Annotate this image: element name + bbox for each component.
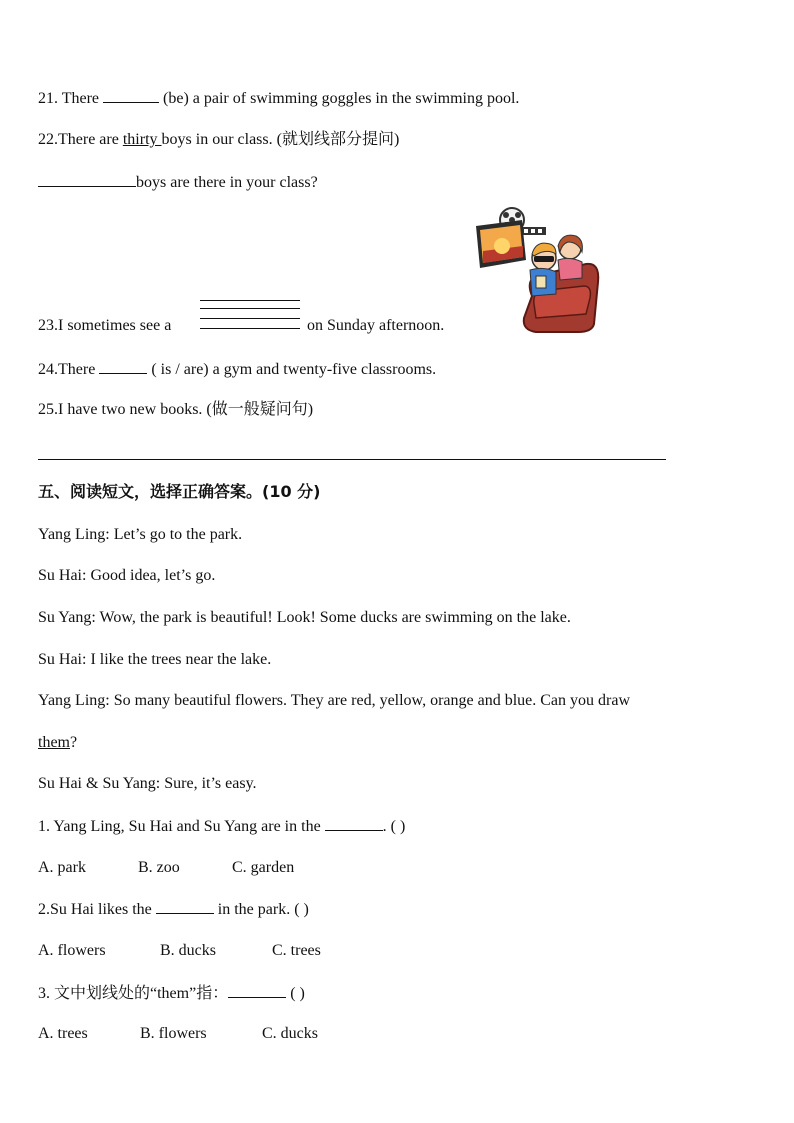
dialogue-line: Yang Ling: So many beautiful flowers. They are red, yellow, orange and blue. Can you draw <box>38 692 631 709</box>
question-number: 24 <box>38 361 54 378</box>
answer-blank[interactable] <box>99 359 147 374</box>
question-number: 21 <box>38 90 54 107</box>
question-25 <box>38 400 313 420</box>
reading-options-3 <box>38 1024 318 1044</box>
answer-blank[interactable] <box>103 88 159 103</box>
option-b[interactable]: B. zoo <box>138 859 180 876</box>
answer-blank[interactable] <box>228 983 286 998</box>
option-a[interactable]: A. park <box>38 859 86 876</box>
question-number: 25 <box>38 401 54 418</box>
answer-blank[interactable] <box>156 899 214 914</box>
reading-question-2 <box>38 899 309 920</box>
dialogue-line: Yang Ling: Let’s go to the park. <box>38 526 243 543</box>
question-text: ( is / are) a gym and twenty-five classrooms. <box>147 361 437 378</box>
question-text: 2.Su Hai likes the <box>38 901 156 918</box>
question-text: 3. 文中划线处的“them”指： <box>38 985 229 1002</box>
option-b[interactable]: B. ducks <box>160 942 216 959</box>
dialogue-line: Su Hai: Good idea, let’s go. <box>38 567 216 584</box>
question-number: 23 <box>38 317 54 334</box>
option-c[interactable]: C. ducks <box>262 1025 318 1042</box>
stacked-answer-lines[interactable] <box>200 298 300 330</box>
question-text: boys are there in your class? <box>136 174 318 191</box>
reading-question-3 <box>38 983 305 1004</box>
question-text: 1. Yang Ling, Su Hai and Su Yang are in the <box>38 818 325 835</box>
question-text: in the park. ( ) <box>213 901 309 918</box>
question-23 <box>38 316 171 336</box>
question-text: boys in our class. (就划线部分提问) <box>161 131 400 148</box>
option-c[interactable]: C. garden <box>232 859 295 876</box>
reading-options-1 <box>38 858 294 878</box>
answer-line[interactable] <box>38 459 666 460</box>
question-text: .There are <box>54 131 123 148</box>
dialogue-line: Su Hai: I like the trees near the lake. <box>38 651 272 668</box>
question-text: . ( ) <box>382 818 406 835</box>
question-text: .I have two new books. (做一般疑问句) <box>54 401 314 418</box>
question-text: (be) a pair of swimming goggles in the swimming pool. <box>159 90 520 107</box>
option-a[interactable]: A. trees <box>38 1025 88 1042</box>
question-text: . There <box>54 90 104 107</box>
dialogue-line: Su Hai & Su Yang: Sure, it’s easy. <box>38 775 257 792</box>
underlined-word: thirty <box>122 131 162 148</box>
question-22 <box>38 130 399 150</box>
punctuation: ? <box>70 734 78 751</box>
question-number: 22 <box>38 131 54 148</box>
option-b[interactable]: B. flowers <box>140 1025 207 1042</box>
section-heading: 五、阅读短文，选择正确答案。(10 分) <box>38 482 321 501</box>
option-c[interactable]: C. trees <box>272 942 321 959</box>
question-text: ( ) <box>286 985 305 1002</box>
option-a[interactable]: A. flowers <box>38 942 106 959</box>
reading-question-1 <box>38 816 405 837</box>
question-24 <box>38 359 436 380</box>
question-22-answer-line <box>38 172 318 193</box>
question-text: .There <box>54 361 100 378</box>
question-21 <box>38 88 519 109</box>
question-text: on Sunday afternoon. <box>307 317 445 334</box>
cinema-kids-illustration <box>474 206 602 334</box>
question-text: .I sometimes see a <box>54 317 172 334</box>
reading-options-2 <box>38 941 321 961</box>
dialogue-line-continued <box>38 733 77 753</box>
answer-blank[interactable] <box>38 172 136 187</box>
dialogue-line: Su Yang: Wow, the park is beautiful! Look! Some ducks are swimming on the lake. <box>38 609 571 626</box>
answer-blank[interactable] <box>325 816 383 831</box>
underlined-word: them <box>38 734 70 751</box>
question-23-end <box>307 316 444 336</box>
